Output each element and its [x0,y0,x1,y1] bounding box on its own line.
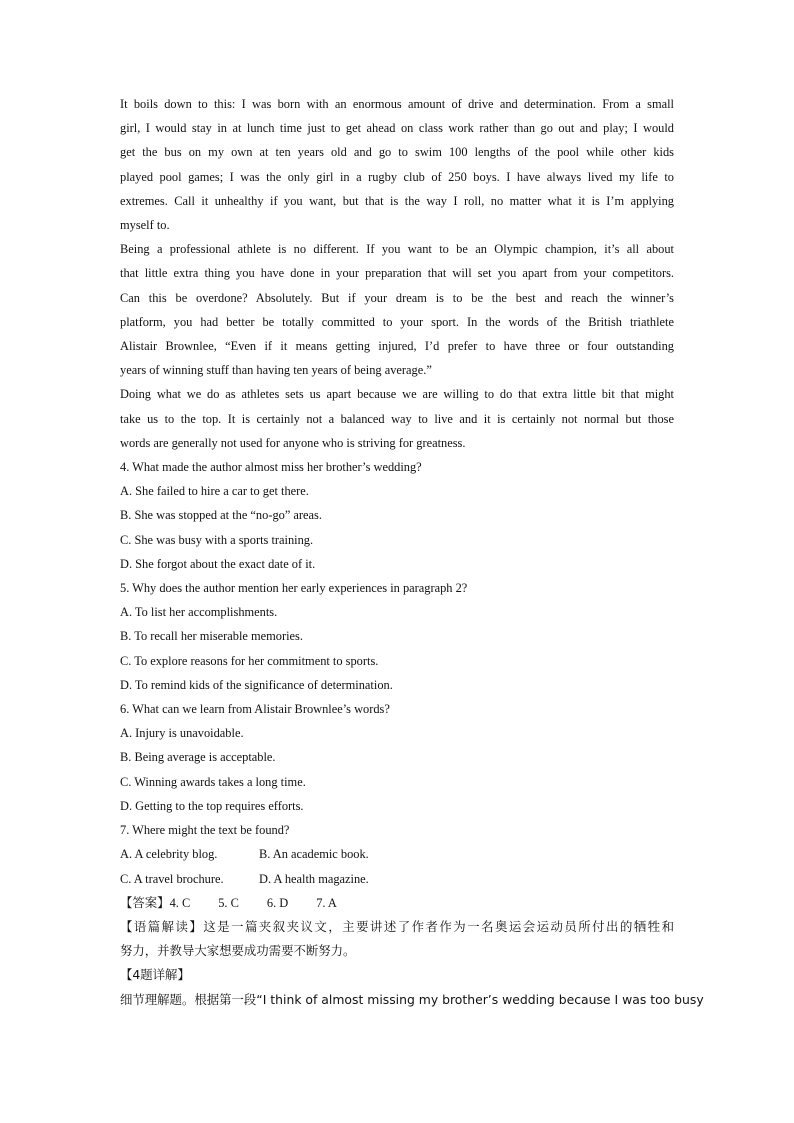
text-line: girl, I would stay in at lunch time just to get ahead on class work rather than go out and play; I would [120,121,674,136]
answer-option: D. She forgot about the exact date of it. [120,556,316,571]
answer-option: B. She was stopped at the “no-go” areas. [120,508,322,523]
question [120,697,674,818]
detail-text: 细节理解题。根据第一段“I think of almost missing my brother’s wedding because I was too busy [120,991,704,1007]
questions [120,455,674,818]
answer-line [120,891,674,915]
text-line: platform, you had better be totally committed to your sport. In the words of the British triathlete [120,314,674,329]
text-line: It boils down to this: I was born with an enormous amount of drive and determination. From a small [120,97,674,111]
option-b: B. An academic book. [259,847,369,862]
option-d: D. A health magazine. [259,871,369,886]
option-row [120,842,674,866]
paragraph [120,237,674,382]
answer-option: B. To recall her miserable memories. [120,629,303,644]
paragraph [120,382,674,455]
paragraph [120,92,674,237]
interpretation [120,915,674,963]
question [120,455,674,576]
text-line: played pool games; I was the only girl in a rugby club of 250 boys. I have always lived my life to [120,169,674,184]
answer-option: C. To explore reasons for her commitment to sports. [120,653,379,668]
text-line: years of winning stuff than having ten years of being average.” [120,363,432,378]
question-stem: 4. What made the author almost miss her brother’s wedding? [120,460,422,475]
question-stem: 6. What can we learn from Alistair Brownlee’s words? [120,702,390,717]
document-page [120,92,704,1012]
interpretation-text-1: 这是一篇夹叙夹议文，主要讲述了作者作为一名奥运会运动员所付出的牺牲和 [203,918,675,934]
detail-heading: 【4题详解】 [120,967,190,983]
passage [120,92,674,455]
text-line: Being a professional athlete is no different. If you want to be an Olympic champion, it’s all about [120,242,674,257]
text-line: words are generally not used for anyone who is striving for greatness. [120,435,466,450]
answer-option: D. Getting to the top requires efforts. [120,798,304,813]
answer-option: A. To list her accomplishments. [120,605,278,620]
text-line: extremes. Call it unhealthy if you want, but that is the way I roll, no matter what it is I’m applying [120,193,674,208]
answer-option: D. To remind kids of the significance of determination. [120,677,393,692]
question-7 [120,818,674,891]
answer-4: 4. C [169,895,191,910]
text-line: that little extra thing you have done in your preparation that will set you apart from your competitors. [120,266,674,281]
option-row [120,867,674,891]
answer-option: A. Injury is unavoidable. [120,726,244,741]
interpretation-text-2: 努力，并教导大家想要成功需要不断努力。 [120,943,356,959]
text-line: Doing what we do as athletes sets us apart because we are willing to do that extra little bit that might [120,387,674,402]
option-a: A. A celebrity blog. [120,847,218,862]
answer-option: C. She was busy with a sports training. [120,532,314,547]
answer-option: A. She failed to hire a car to get there. [120,484,309,499]
question-stem: 5. Why does the author mention her early experiences in paragraph 2? [120,581,468,596]
answer-7: 7. A [316,895,337,910]
answer-label: 【答案】 [120,894,170,910]
text-line: Alistair Brownlee, “Even if it means getting injured, I’d prefer to have three or four outstanding [120,339,674,354]
question-stem: 7. Where might the text be found? [120,823,290,838]
answer-option: C. Winning awards takes a long time. [120,774,306,789]
answer-5: 5. C [218,895,239,910]
text-line: Can this be overdone? Absolutely. But if your dream is to be the best and reach the winner’s [120,290,674,305]
text-line: myself to. [120,218,170,233]
question [120,576,674,697]
answer-6: 6. D [266,895,289,910]
interpretation-label: 【语篇解读】 [120,918,204,934]
text-line: take us to the top. It is certainly not a balanced way to live and it is certainly not normal but those [120,411,674,426]
text-line: get the bus on my own at ten years old and go to swim 100 lengths of the pool while other kids [120,145,674,160]
answer-option: B. Being average is acceptable. [120,750,276,765]
option-c: C. A travel brochure. [120,871,224,886]
